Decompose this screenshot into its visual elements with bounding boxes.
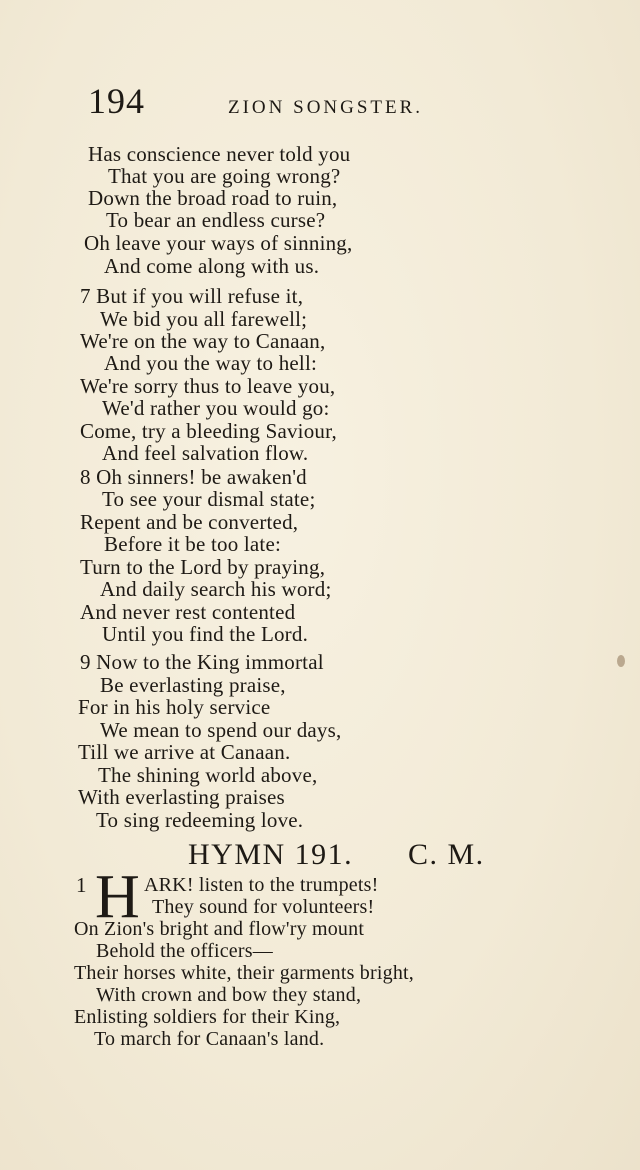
drop-cap: H (95, 863, 140, 931)
verse-line: We're sorry thus to leave you, (80, 374, 336, 398)
hymn-meter: C. M. (408, 838, 485, 871)
verse-line: 8 Oh sinners! be awaken'd (80, 465, 307, 489)
verse-line: And never rest contented (80, 600, 296, 624)
verse-line: Be everlasting praise, (100, 673, 286, 697)
hymn-line: Behold the officers— (96, 940, 273, 962)
verse-line: Down the broad road to ruin, (88, 186, 338, 210)
verse-number: 1 (76, 873, 87, 897)
hymn-line: ARK! listen to the trumpets! (144, 874, 379, 896)
verse-line: And come along with us. (104, 254, 320, 278)
hymn-line: Their horses white, their garments bright, (74, 962, 414, 984)
verse-line: To bear an endless curse? (106, 208, 326, 232)
verse-line: And feel salvation flow. (102, 441, 309, 465)
verse-line: Repent and be converted, (80, 510, 299, 534)
verse-line: Oh leave your ways of sinning, (84, 231, 353, 255)
verse-line: Has conscience never told you (88, 142, 351, 166)
verse-line: For in his holy service (78, 695, 271, 719)
page-header (88, 80, 488, 124)
verse-line: That you are going wrong? (108, 164, 341, 188)
verse-line: Till we arrive at Canaan. (78, 740, 291, 764)
verse-line: Until you find the Lord. (102, 622, 309, 646)
hymn-title: HYMN 191. (188, 838, 354, 871)
hymn-line: Enlisting soldiers for their King, (74, 1006, 341, 1028)
verse-line: We're on the way to Canaan, (80, 329, 326, 353)
verse-line: To sing redeeming love. (96, 808, 304, 832)
verse-line: Before it be too late: (104, 532, 282, 556)
hymn-line: They sound for volunteers! (152, 896, 375, 918)
verse-line: With everlasting praises (78, 785, 285, 809)
page-number: 194 (88, 81, 145, 121)
running-head: ZION SONGSTER. (228, 97, 424, 118)
verse-line: We'd rather you would go: (102, 396, 330, 420)
verse-line: We bid you all farewell; (100, 307, 308, 331)
verse-line: 7 But if you will refuse it, (80, 284, 304, 308)
verse-line: And you the way to hell: (104, 351, 318, 375)
hymn-line: To march for Canaan's land. (94, 1028, 325, 1050)
hymn-line: On Zion's bright and flow'ry mount (74, 918, 365, 940)
verse-line: And daily search his word; (100, 577, 332, 601)
verse-line: We mean to spend our days, (100, 718, 342, 742)
verse-line: Turn to the Lord by praying, (80, 555, 326, 579)
verse-line: 9 Now to the King immortal (80, 650, 324, 674)
verse-line: The shining world above, (98, 763, 318, 787)
verse-line: Come, try a bleeding Saviour, (80, 419, 337, 443)
hymn-line: With crown and bow they stand, (96, 984, 362, 1006)
verse-line: To see your dismal state; (102, 487, 316, 511)
ink-smudge (617, 655, 625, 667)
